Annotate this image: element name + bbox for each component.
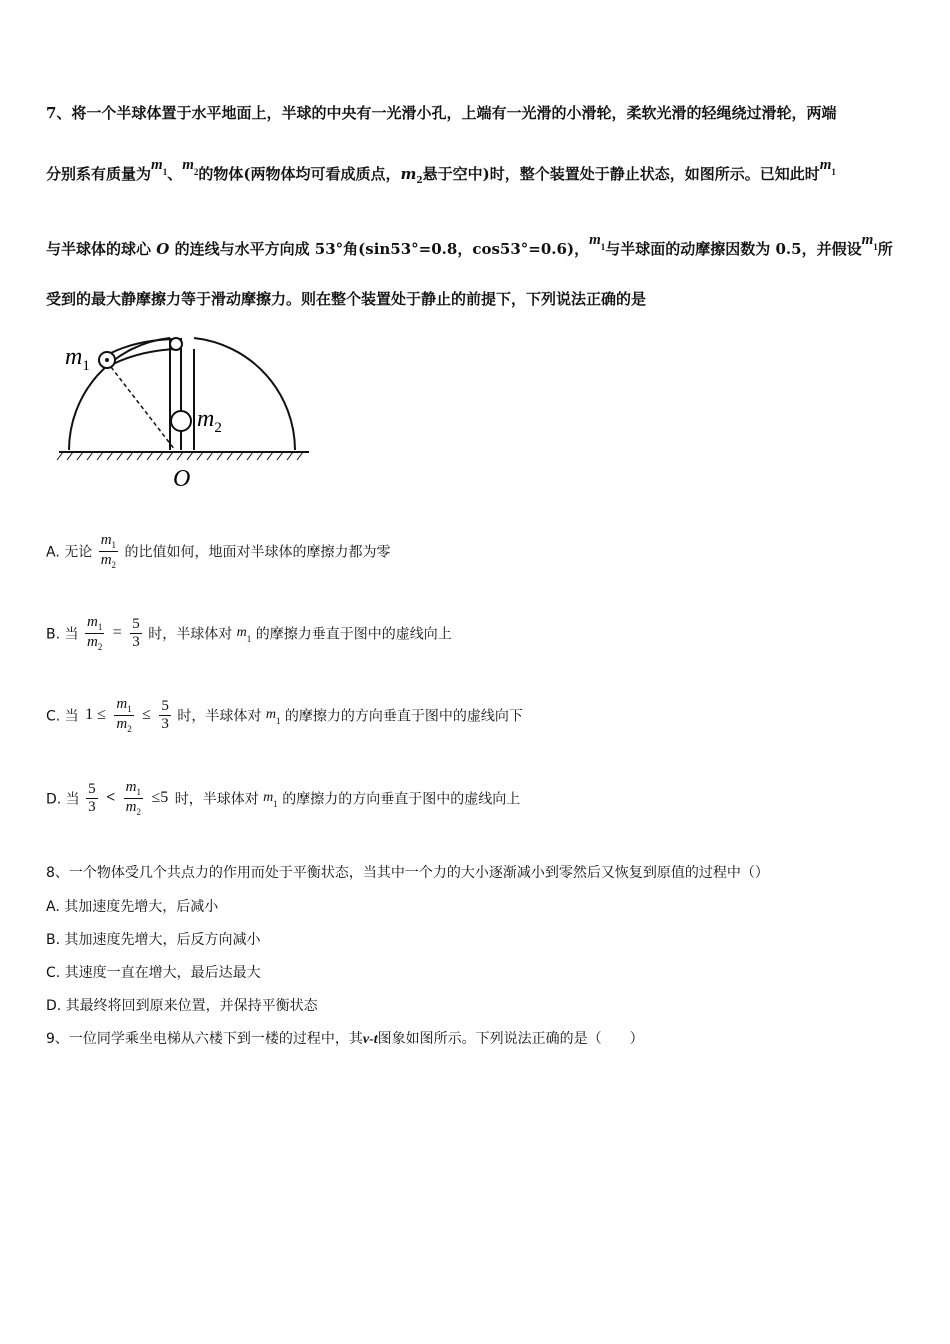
fraction-5-3: $\frac{5}{3}$ — [88, 781, 96, 815]
dashed-radius-line — [111, 367, 175, 450]
m2-ball — [171, 411, 191, 431]
q7-stem-line4: 受到的最大静摩擦力等于滑动摩擦力。则在整个装置处于静止的前提下，下列说法正确的是 — [46, 290, 647, 308]
q7-stem-line3: 与半球体的球心 O 的连线与水平方向成 53°角(sin53°=0.8，cos53°=0.6)，$m_1$与半球面的动摩擦因数为 0.5，并假设$m_1$所 — [46, 232, 893, 258]
ground-hatching — [57, 452, 303, 460]
q8-option-d: D. 其最终将回到原来位置，并保持平衡状态 — [46, 998, 318, 1014]
figure-m2-label: $m_2$ — [197, 406, 222, 436]
fraction-m1-m2: $\frac{m_1}{m_2}$ — [125, 779, 142, 817]
m1-symbol: $m_1$ — [151, 157, 168, 177]
hemisphere-right-arc — [194, 338, 295, 450]
q9-stem: 9、一位同学乘坐电梯从六楼下到一楼的过程中，其v-t图象如图所示。下列说法正确的是（ ） — [46, 1031, 644, 1047]
q7-option-a: A. 无论 $\frac{m_1}{m_2}$ 的比值如何，地面对半球体的摩擦力都为零 — [46, 532, 391, 570]
m2-symbol: $m_2$ — [182, 157, 199, 177]
q8-option-b: B. 其加速度先增大，后反方向减小 — [46, 932, 261, 948]
q8-option-c: C. 其速度一直在增大，最后达最大 — [46, 965, 261, 981]
fraction-m1-m2: $\frac{m_1}{m_2}$ — [116, 696, 132, 734]
q7-option-d: D. 当 $\frac{5}{3}$ < $\frac{m_1}{m_2}$ ≤5 时，半球体对 $m_1$ 的摩擦力的方向垂直于图中的虚线向上 — [46, 779, 521, 817]
figure-O-label: O — [173, 466, 191, 492]
q7-option-b: B. 当 $\frac{m_1}{m_2}$ = $\frac{5}{3}$ 时，半球体对 $m_1$ 的摩擦力垂直于图中的虚线向上 — [46, 614, 452, 652]
fraction-5-3: $\frac{5}{3}$ — [132, 616, 140, 650]
q7-option-c: C. 当 1 ≤ $\frac{m_1}{m_2}$ ≤ $\frac{5}{3}$ 时，半球体对 $m_1$ 的摩擦力的方向垂直于图中的虚线向下 — [46, 696, 523, 734]
fraction-m1-m2: $\frac{m_1}{m_2}$ — [86, 614, 103, 652]
hemisphere-figure — [55, 330, 315, 495]
m1-symbol: $m_1$ — [861, 232, 878, 252]
pulley — [170, 338, 182, 350]
figure-m1-label: $m_1$ — [65, 344, 90, 374]
fraction-5-3: $\frac{5}{3}$ — [161, 698, 169, 732]
q8-stem: 8、一个物体受几个共点力的作用而处于平衡状态，当其中一个力的大小逐渐减小到零然后又恢复到原值的过程中（） — [46, 865, 769, 881]
fraction-m1-m2: $\frac{m_1}{m_2}$ — [100, 532, 117, 570]
q7-stem-line1: 7、将一个半球体置于水平地面上，半球的中央有一光滑小孔，上端有一光滑的小滑轮，柔软光滑的轻绳绕过滑轮，两端 — [46, 104, 837, 122]
q8-option-a: A. 其加速度先增大，后减小 — [46, 899, 219, 915]
q7-stem-line2: 分别系有质量为$m_1$、$m_2$的物体(两物体均可看成质点，$m_2$悬于空中)时，整个装置处于静止状态，如图所示。已知此时$m_1$ — [46, 157, 836, 186]
m1-symbol: $m_1$ — [819, 157, 836, 177]
m1-symbol: $m_1$ — [589, 232, 606, 252]
hemisphere-left-arc — [69, 338, 170, 450]
